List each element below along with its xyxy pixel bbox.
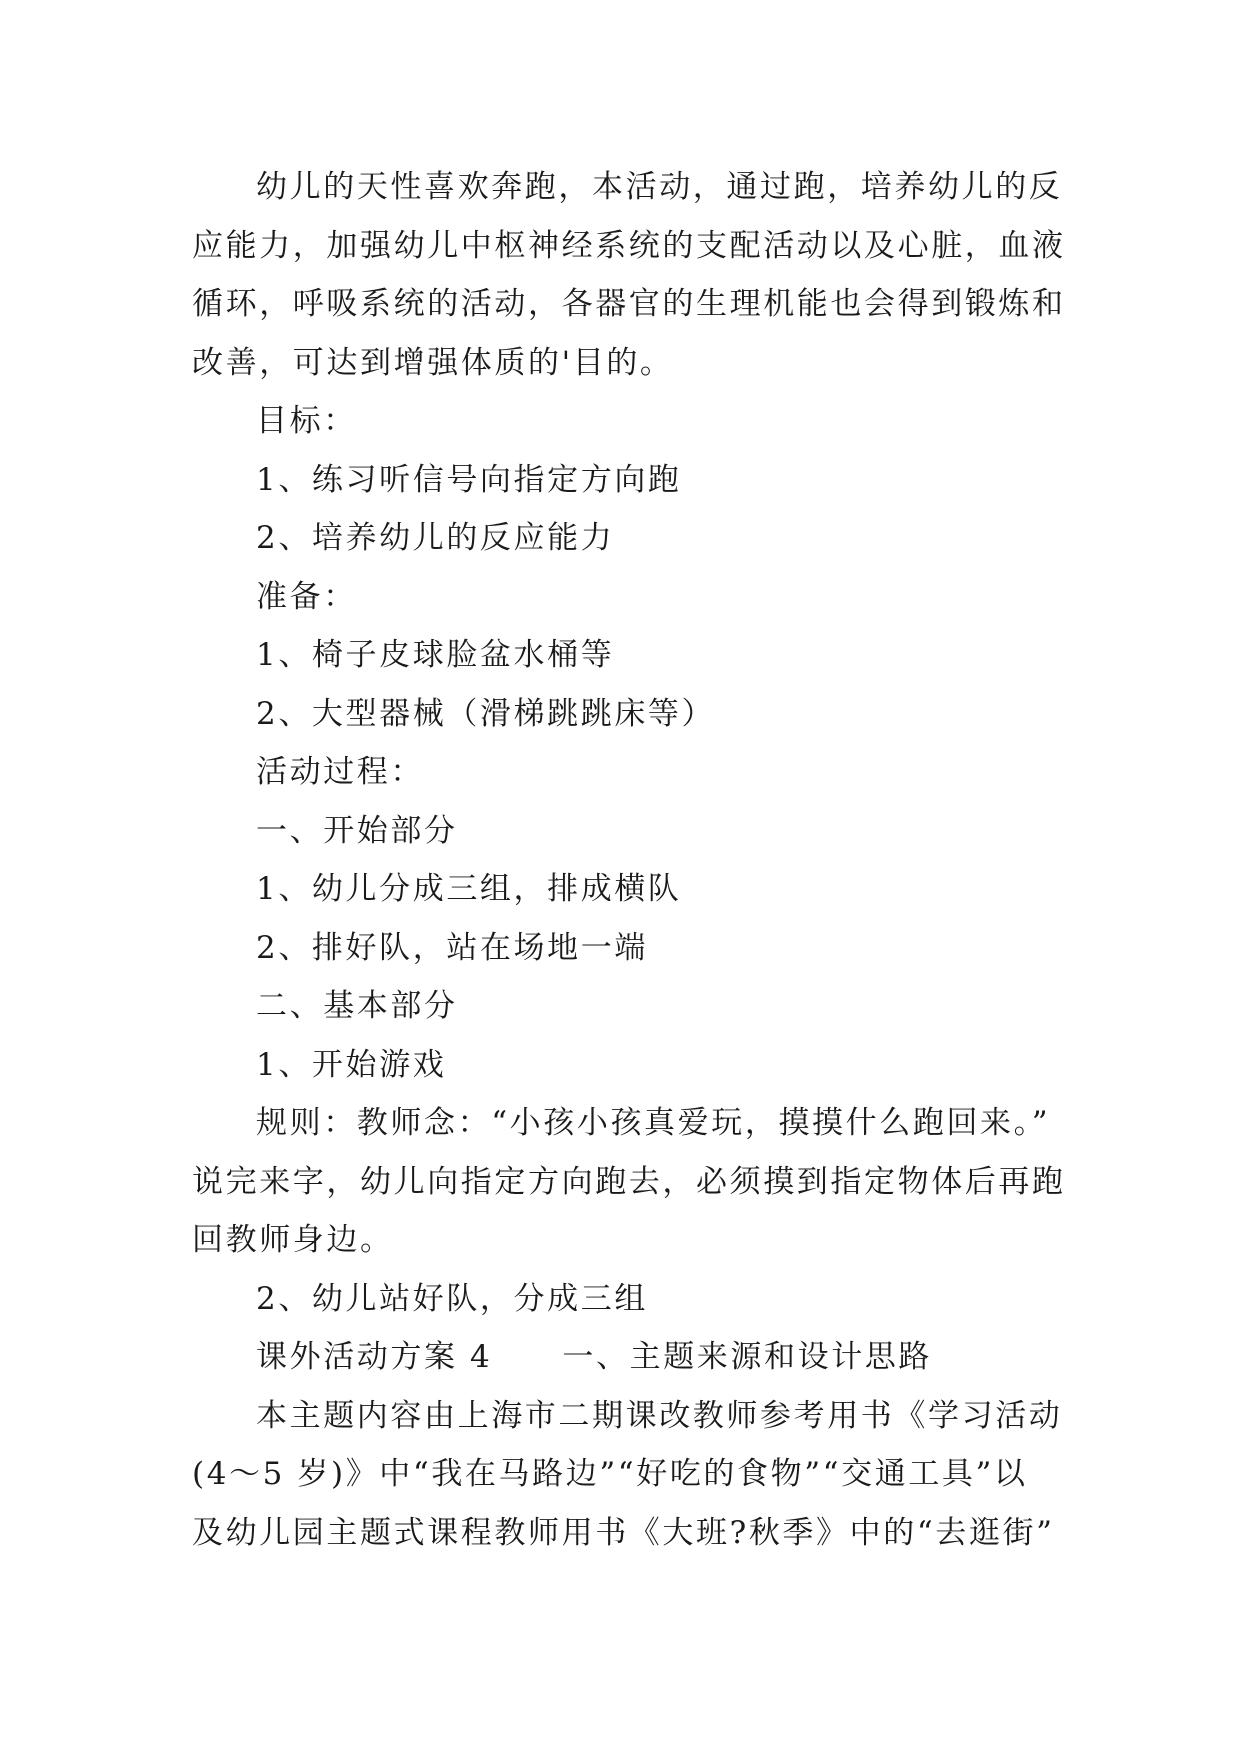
goal-item-1: 1、练习听信号向指定方向跑 <box>256 461 682 498</box>
part-two-item-1: 1、开始游戏 <box>256 1046 447 1083</box>
intro-paragraph <box>192 158 1066 392</box>
text-line: 本主题内容由上海市二期课改教师参考用书《学习活动 <box>256 1397 1063 1434</box>
process-heading: 活动过程： <box>256 754 424 790</box>
preparation-heading: 准备： <box>256 578 357 615</box>
document-body <box>192 158 1066 1562</box>
rules-paragraph <box>192 1094 1066 1270</box>
text-line: 规则：教师念：“小孩小孩真爱玩，摸摸什么跑回来。” <box>256 1105 1051 1141</box>
text-line: 回教师身边。 <box>192 1222 394 1258</box>
section-heading-subtitle: 一、主题来源和设计思路 <box>562 1339 932 1375</box>
goals-heading: 目标： <box>256 403 357 439</box>
part-two-heading: 二、基本部分 <box>256 988 458 1024</box>
text-line: 改善，可达到增强体质的'目的。 <box>192 344 674 381</box>
text-line: 幼儿的天性喜欢奔跑，本活动，通过跑，培养幼儿的反 <box>256 169 1063 205</box>
text-line: 循环，呼吸系统的活动，各器官的生理机能也会得到锻炼和 <box>192 286 1066 322</box>
section-heading <box>192 1328 1052 1387</box>
preparation-item-2: 2、大型器械（滑梯跳跳床等） <box>256 695 716 732</box>
part-one-item-2: 2、排好队，站在场地一端 <box>256 929 648 966</box>
part-one-item-1: 1、幼儿分成三组，排成横队 <box>256 871 682 907</box>
text-line: 说完来字，幼儿向指定方向跑去，必须摸到指定物体后再跑 <box>192 1163 1066 1200</box>
preparation-item-1: 1、椅子皮球脸盆水桶等 <box>256 637 615 673</box>
closing-paragraph <box>192 1387 1063 1563</box>
goal-item-2: 2、培养幼儿的反应能力 <box>256 520 615 556</box>
section-heading-title: 课外活动方案 4 <box>256 1339 493 1375</box>
part-one-heading: 一、开始部分 <box>256 812 458 849</box>
part-two-item-2: 2、幼儿站好队，分成三组 <box>256 1280 648 1317</box>
text-line: 应能力，加强幼儿中枢神经系统的支配活动以及心脏，血液 <box>192 227 1066 264</box>
text-line: (4～5 岁)》中“我在马路边”“好吃的食物”“交通工具”以 <box>192 1456 1028 1492</box>
text-line: 及幼儿园主题式课程教师用书《大班?秋季》中的“去逛街” <box>192 1514 1055 1551</box>
